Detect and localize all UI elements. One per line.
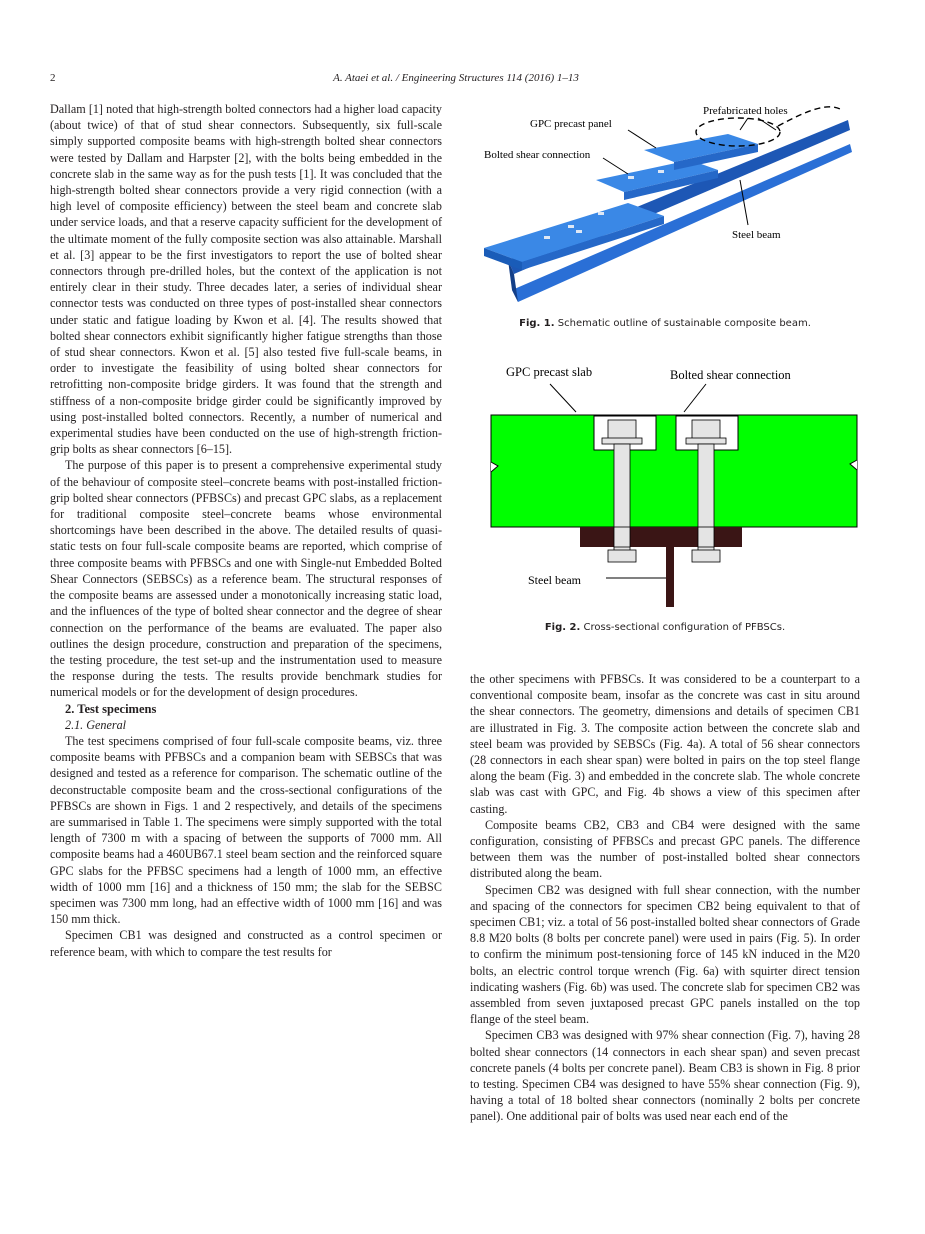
arrow (628, 130, 656, 148)
caption-label: Fig. 2. (544, 622, 581, 633)
arrow (603, 158, 628, 174)
bolt-shank (614, 527, 630, 547)
page-number: 2 (50, 72, 56, 84)
bolt-shank (698, 527, 714, 547)
label-prefabricated-holes: Prefabricated holes (703, 105, 788, 117)
section-title: 2. Test specimens (65, 701, 157, 716)
label-gpc-precast-slab: GPC precast slab (506, 365, 593, 379)
arrow (550, 384, 576, 412)
steel-flange (580, 527, 742, 547)
cross-section-diagram (488, 360, 860, 610)
figure-2-caption (470, 622, 860, 633)
paragraph: Specimen CB1 was designed and constructed as a control specimen or reference beam, with which to compare the test results for (50, 928, 442, 959)
running-head: A. Ataei et al. / Engineering Structures 114 (2016) 1–13 (333, 72, 579, 84)
paragraph: Composite beams CB2, CB3 and CB4 were designed with the same configuration, consisting of PFBSCs and precast GPC panels. The difference between them was the number of post-installed bolted shear connectors distributed along the beam. (470, 817, 860, 881)
arrow (684, 384, 706, 412)
arrow (740, 180, 748, 225)
page-header (50, 72, 862, 88)
steel-web (666, 547, 674, 607)
label-bolted-shear-connection: Bolted shear connection (484, 149, 591, 161)
label-steel-beam: Steel beam (528, 573, 581, 587)
subsection-title: 2.1. General (65, 717, 127, 732)
label-steel-beam: Steel beam (732, 229, 781, 241)
arrow (740, 118, 748, 130)
paragraph: The test specimens comprised of four full-scale composite beams, viz. three composite beams with PFBSCs and a companion beam with SEBSCs that was designed and tested as a reference for comparison. The schematic outline of the deconstructable composite beam and the cross-sectional configurations of the PFBSCs are shown in Figs. 1 and 2 respectively, and details of the specimens are summarised in Table 1. The specimens were simply supported with the total length of 7300 m with a spacing of between the supports of 7000 mm. All composite beams had a 460UB67.1 steel beam section and the reinforced square GPC slabs for the PFBSC specimens had a length of 1000 mm, an effective width of 1000 mm [16] and a thickness of 150 mm; the slab for the SEBSC specimen was 7300 mm long, had an effective width of 1000 mm [16] and was 150 mm thick. (50, 733, 442, 927)
label-bolted-shear-connection: Bolted shear connection (670, 368, 791, 382)
left-column (50, 101, 442, 960)
label-gpc-precast-panel: GPC precast panel (530, 118, 612, 130)
caption-text: Schematic outline of sustainable composite beam. (557, 318, 811, 329)
figure-2 (488, 360, 860, 610)
figure-1 (478, 100, 860, 305)
paragraph: the other specimens with PFBSCs. It was considered to be a counterpart to a conventional composite beam, insofar as the concrete was cast in situ around the shear connectors. The geometry, dimensions and details of specimen CB1 are illustrated in Fig. 3. The composite action between the concrete slab and steel beam was provided by SEBSCs (Fig. 4a). A total of 56 shear connectors (28 connectors in each shear span) were bolted in pairs on the top steel flange along the beam (Fig. 3) and embedded in the concrete slab. The whole concrete slab was cast with GPC, and Fig. 4b shows a view of this specimen after casting. (470, 672, 860, 816)
paragraph: Specimen CB3 was designed with 97% shear connection (Fig. 7), having 28 bolted shear connectors (14 connectors in each shear span) and seven precast concrete panels (4 bolts per concrete panel). Beam CB3 is shown in Fig. 8 prior to testing. Specimen CB4 was designed to have 55% shear connection (Fig. 9), having a total of 18 bolted shear connectors (nominally 2 bolts per concrete panel). One additional pair of bolts was used near each end of the (470, 1028, 860, 1124)
paragraph: The purpose of this paper is to present a comprehensive experimental study of the behaviour of composite steel–concrete beams with post-installed friction-grip bolted shear connectors (PFBSCs) and precast GPC slabs, as a replacement for traditional composite steel–concrete beams whose environmental shortcomings have been described in the above. The detailed results of quasi-static tests on four full-scale composite beams are reported, which comprise of three composite beams with PFBSCs and one with Single-nut Embedded Bolted Shear Connectors (SEBSCs) as a reference beam. The structural responses of the composite beams are assessed under a monotonically increasing static load, and the influences of the type of bolted shear connector and the degree of shear connection on the performance of the beams are evaluated. The paper also outlines the design procedure, construction and preparation of the specimens, the testing procedure, the test set-up and the instrumentation used to measure the response during the tests. The results provide benchmark studies for numerical models or for the development of design procedures. (50, 458, 442, 700)
figure-1-caption (470, 318, 860, 329)
caption-label: Fig. 1. (519, 318, 555, 329)
gpc-slab (491, 415, 857, 527)
paragraph: Specimen CB2 was designed with full shear connection, with the number and spacing of the connectors for specimen CB2 being equivalent to that of specimen CB1; viz. a total of 56 post-installed bolted shear connectors of Grade 8.8 M20 bolts (8 bolts per concrete panel) were used in pairs (Fig. 5). In order to confirm the minimum post-tensioning force of 145 kN induced in the M20 bolts, an electric control torque wrench (Fig. 6a) with squirter direct tension indicating washers (Fig. 6b) was used. The concrete slab for specimen CB2 was assembled from seven juxtaposed precast GPC panels installed on the top flange of the steel beam. (470, 882, 860, 1027)
composite-beam-schematic (478, 100, 860, 305)
caption-text: Cross-sectional configuration of PFBSCs. (583, 622, 786, 633)
paragraph: Dallam [1] noted that high-strength bolted connectors had a higher load capacity (about twice) of that of stud shear connectors. Subsequently, six full-scale simply supported composite beams with high-strength bolted shear connectors were tested by Dallam and Harpster [2], with the bolts being embedded in the concrete slab in the same way as for the push tests [1]. It was concluded that the high-strength bolted shear connectors provide a very rigid connection (with a high level of composite efficiency) between the steel beam and concrete slab under service loads, and that a reserve capacity sufficient for the development of the ultimate moment of the fully composite section was also attainable. Marshall et al. [3] appear to be the first investigators to report the use of bolted shear connectors through pre-drilled holes, but the context of the application is not entirely clear in their study. Three decades later, a series of individual shear connector tests was conducted on three types of post-installed shear connectors under static and fatigue loading by Kwon et al. [4]. The results showed that bolted shear connectors exhibit significantly higher fatigue strengths than those of stud shear connectors. Kwon et al. [5] also tested five full-scale beams, in order to investigate the feasibility of using bolted shear connectors for retrofitting non-composite bridge girders. It was found that the strength and stiffness of a non-composite bridge girder could be significantly improved by using post-installed bolted connectors. Recently, a number of numerical and experimental studies have been conducted on the use of high-strength friction-grip bolts as shear connectors [6–15]. (50, 102, 442, 457)
right-column (470, 671, 860, 1125)
